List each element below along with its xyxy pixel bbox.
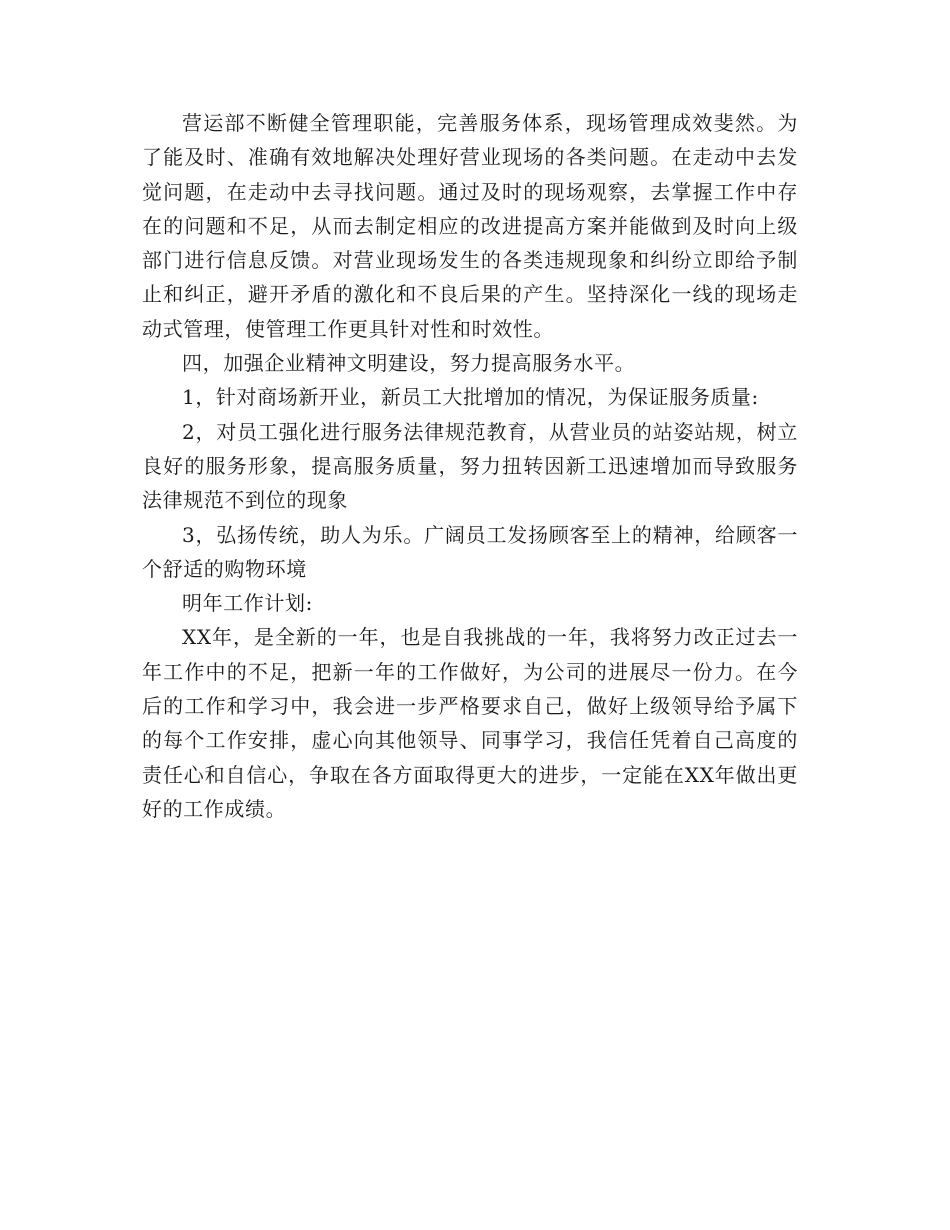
paragraph-next-year-plan: XX年，是全新的一年，也是自我挑战的一年，我将努力改正过去一年工作中的不足，把新一年的工作做好，为公司的进展尽一份力。在今后的工作和学习中，我会进一步严格要求自己，做好上级领导给予属下的每个工作安排，虚心向其他领导、同事学习，我信任凭着自己高度的责任心和自信心，争取在各方面取得更大的进步，一定能在XX年做出更好的工作成绩。 (142, 625, 798, 821)
paragraph-item-1: 1，针对商场新开业，新员工大批增加的情况，为保证服务质量: (182, 385, 759, 410)
paragraph-item-2: 2，对员工强化进行服务法律规范教育，从营业员的站姿站规，树立良好的服务形象，提高服务质量，努力扭转因新工迅速增加而导致服务法律规范不到位的现象 (142, 419, 798, 513)
paragraph-next-year-plan-heading: 明年工作计划: (182, 591, 313, 616)
document-page (142, 106, 798, 826)
paragraph-operations: 营运部不断健全管理职能，完善服务体系，现场管理成效斐然。为了能及时、准确有效地解决处理好营业现场的各类问题。在走动中去发觉问题，在走动中去寻找问题。通过及时的现场观察，去掌握工作中存在的问题和不足，从而去制定相应的改进提高方案并能做到及时向上级部门进行信息反馈。对营业现场发生的各类违规现象和纠纷立即给予制止和纠正，避开矛盾的激化和不良后果的产生。坚持深化一线的现场走动式管理，使管理工作更具针对性和时效性。 (142, 111, 798, 341)
paragraph-section-four-heading: 四，加强企业精神文明建设，努力提高服务水平。 (182, 351, 636, 376)
paragraph-item-3: 3，弘扬传统，助人为乐。广阔员工发扬顾客至上的精神，给顾客一个舒适的购物环境 (142, 522, 798, 581)
